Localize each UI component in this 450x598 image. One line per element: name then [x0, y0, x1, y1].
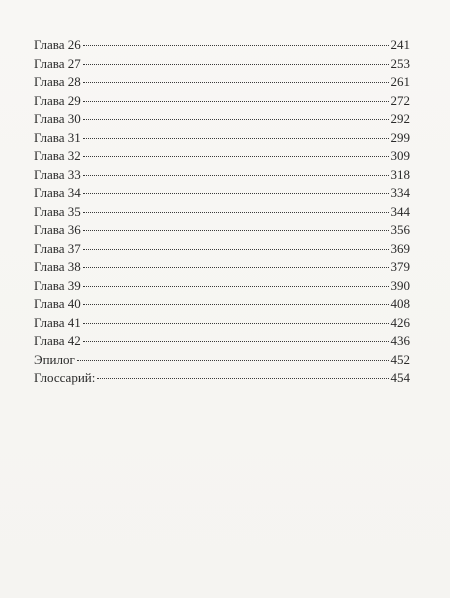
dot-leader [83, 249, 389, 250]
toc-entry-page-number: 454 [390, 370, 410, 385]
toc-entry-page-number: 356 [390, 222, 410, 237]
toc-entry [34, 36, 410, 55]
toc-entry-title: Глава 31 [34, 129, 81, 145]
toc-entry [34, 314, 410, 333]
toc-entry-page-number: 379 [390, 259, 410, 274]
dot-leader [83, 119, 389, 120]
toc-entry [34, 166, 410, 185]
dot-leader [83, 101, 389, 102]
toc-entry-page-number: 369 [390, 240, 410, 256]
toc-entry [34, 55, 410, 74]
toc-entry-page-number: 272 [390, 92, 410, 108]
toc-entry [34, 240, 410, 259]
toc-entry-title: Глава 34 [34, 185, 81, 200]
toc-entry-title: Глава 29 [34, 92, 81, 108]
toc-entry-title: Глава 30 [34, 111, 81, 126]
toc-entry [34, 221, 410, 240]
toc-entry-page-number: 261 [390, 74, 410, 89]
toc-entry-page-number: 408 [390, 296, 410, 311]
dot-leader [83, 156, 389, 157]
toc-entry-page-number: 299 [390, 129, 410, 145]
toc-entry [34, 147, 410, 166]
toc-entry-page-number: 309 [390, 148, 410, 163]
toc-entry [34, 110, 410, 129]
toc-entry [34, 258, 410, 277]
toc-entry-page-number: 452 [390, 351, 410, 367]
toc-entry [34, 295, 410, 314]
toc-entry-page-number: 436 [390, 333, 410, 348]
dot-leader [83, 138, 389, 139]
toc-entry-title: Глава 41 [34, 314, 81, 330]
toc-entry-page-number: 390 [390, 277, 410, 293]
dot-leader [83, 323, 389, 324]
toc-entry-title: Глава 40 [34, 296, 81, 311]
toc-entry [34, 73, 410, 92]
toc-entry [34, 184, 410, 203]
toc-entry [34, 92, 410, 111]
toc-entry-title: Глава 39 [34, 277, 81, 293]
dot-leader [83, 212, 389, 213]
toc-entry-title: Глава 28 [34, 74, 81, 89]
toc-entry-title: Глава 26 [34, 37, 81, 52]
dot-leader [83, 267, 389, 268]
dot-leader [77, 360, 389, 361]
toc-entry-title: Глава 36 [34, 222, 81, 237]
toc-entry-page-number: 426 [390, 314, 410, 330]
toc-entry [34, 332, 410, 351]
toc-entry [34, 203, 410, 222]
toc-entry [34, 129, 410, 148]
toc-entry-title: Глава 37 [34, 240, 81, 256]
toc-entry-page-number: 334 [390, 185, 410, 200]
toc-entry-title: Глава 27 [34, 55, 81, 71]
toc-entry-title: Глава 38 [34, 259, 81, 274]
toc-entry-page-number: 241 [390, 37, 410, 52]
toc-entry-title: Глава 35 [34, 203, 81, 219]
toc-entry-page-number: 253 [390, 55, 410, 71]
toc-entry [34, 277, 410, 296]
toc-entry-page-number: 318 [390, 166, 410, 182]
dot-leader [83, 230, 389, 231]
dot-leader [83, 304, 389, 305]
toc-entry-title: Глоссарий: [34, 370, 96, 385]
toc-entry-title: Глава 42 [34, 333, 81, 348]
toc-entry [34, 351, 410, 370]
toc-entry-page-number: 344 [390, 203, 410, 219]
toc-entry [34, 369, 410, 388]
dot-leader [97, 378, 388, 379]
toc-entry-title: Эпилог [34, 351, 75, 367]
dot-leader [83, 341, 389, 342]
toc-entry-title: Глава 33 [34, 166, 81, 182]
dot-leader [83, 175, 389, 176]
dot-leader [83, 82, 389, 83]
dot-leader [83, 45, 389, 46]
toc-entry-page-number: 292 [390, 111, 410, 126]
toc-entry-title: Глава 32 [34, 148, 81, 163]
dot-leader [83, 193, 389, 194]
table-of-contents [34, 36, 410, 388]
dot-leader [83, 64, 389, 65]
dot-leader [83, 286, 389, 287]
